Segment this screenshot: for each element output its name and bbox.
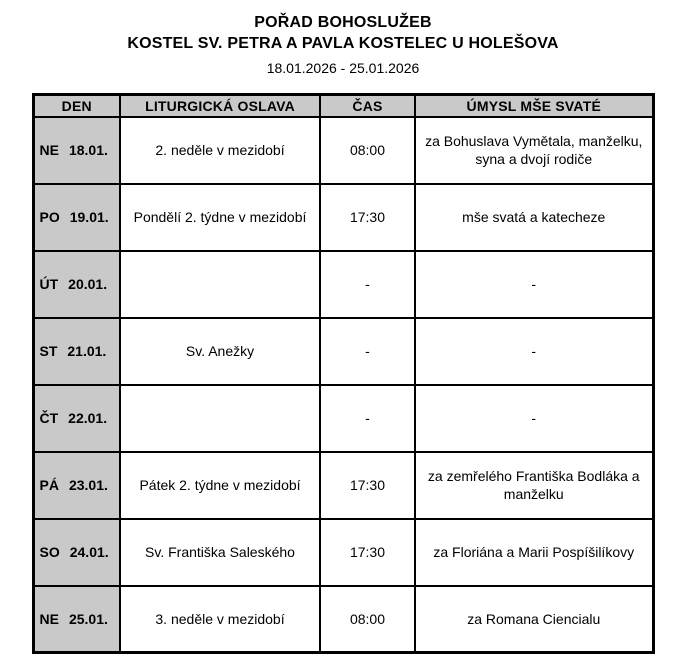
day-date: 18.01.	[68, 142, 108, 158]
day-abbrev: PO	[39, 209, 60, 225]
celebration-cell	[120, 251, 320, 318]
celebration-cell: Pátek 2. týdne v mezidobí	[120, 452, 320, 519]
celebration-cell: Sv. Františka Saleského	[120, 519, 320, 586]
day-date: 23.01.	[68, 477, 108, 493]
page-title: POŘAD BOHOSLUŽEB	[254, 14, 432, 31]
intention-cell: -	[415, 385, 653, 452]
intention-cell: -	[415, 318, 653, 385]
column-header-day: DEN	[33, 95, 120, 117]
day-date: 25.01.	[68, 610, 108, 627]
church-name: KOSTEL SV. PETRA A PAVLA KOSTELEC U HOLEŠOVA	[127, 35, 559, 52]
celebration-cell: Pondělí 2. týdne v mezidobí	[120, 184, 320, 251]
time-cell: -	[320, 251, 415, 318]
day-abbrev: ČT	[39, 410, 59, 426]
celebration-cell: 2. neděle v mezidobí	[120, 117, 320, 184]
day-abbrev: ÚT	[39, 276, 59, 292]
day-cell	[33, 519, 120, 586]
time-cell: 17:30	[320, 452, 415, 519]
day-cell	[33, 586, 120, 653]
intention-cell: mše svatá a katecheze	[415, 184, 653, 251]
table-row	[33, 117, 653, 184]
day-date: 20.01.	[68, 276, 108, 292]
day-cell	[33, 117, 120, 184]
table-row	[33, 586, 653, 653]
day-date: 21.01.	[67, 343, 107, 359]
day-abbrev: ST	[39, 343, 58, 359]
schedule-table-head	[33, 95, 653, 117]
day-abbrev: NE	[39, 610, 59, 627]
day-cell	[33, 385, 120, 452]
day-date: 19.01.	[69, 209, 109, 225]
time-cell: 08:00	[320, 586, 415, 653]
table-row	[33, 184, 653, 251]
table-row	[33, 385, 653, 452]
celebration-cell: 3. neděle v mezidobí	[120, 586, 320, 653]
day-cell	[33, 452, 120, 519]
intention-cell: za Bohuslava Vymětala, manželku, syna a dvojí rodiče	[415, 117, 653, 184]
time-cell: 08:00	[320, 117, 415, 184]
schedule-table	[32, 93, 655, 654]
table-header-row	[33, 95, 653, 117]
intention-cell: za Floriána a Marii Pospíšilíkovy	[415, 519, 653, 586]
intention-cell: za zemřelého Františka Bodláka a manželku	[415, 452, 653, 519]
table-row	[33, 251, 653, 318]
day-date: 22.01.	[68, 410, 108, 426]
day-abbrev: PÁ	[39, 477, 59, 493]
document-header	[0, 0, 686, 77]
intention-cell: -	[415, 251, 653, 318]
table-row	[33, 452, 653, 519]
day-cell	[33, 251, 120, 318]
day-cell	[33, 318, 120, 385]
day-abbrev: NE	[39, 142, 59, 158]
intention-cell: za Romana Ciencialu	[415, 586, 653, 653]
time-cell: -	[320, 385, 415, 452]
celebration-cell: Sv. Anežky	[120, 318, 320, 385]
column-header-celebration: LITURGICKÁ OSLAVA	[120, 95, 320, 117]
celebration-cell	[120, 385, 320, 452]
day-abbrev: SO	[39, 544, 60, 560]
date-range: 18.01.2026 - 25.01.2026	[266, 60, 420, 76]
day-date: 24.01.	[69, 544, 109, 560]
table-row	[33, 519, 653, 586]
table-row	[33, 318, 653, 385]
time-cell: 17:30	[320, 519, 415, 586]
time-cell: -	[320, 318, 415, 385]
schedule-table-body	[33, 117, 653, 653]
column-header-intention: ÚMYSL MŠE SVATÉ	[415, 95, 653, 117]
day-cell	[33, 184, 120, 251]
column-header-time: ČAS	[320, 95, 415, 117]
time-cell: 17:30	[320, 184, 415, 251]
